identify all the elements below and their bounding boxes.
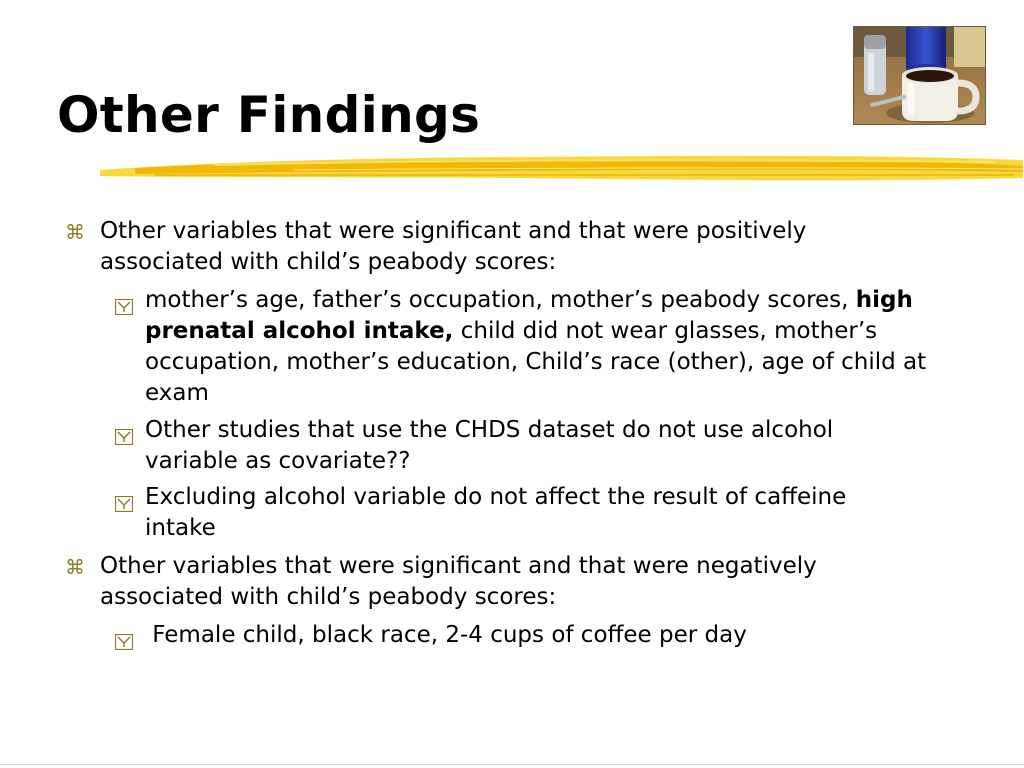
list-item: [145, 482, 915, 544]
checkbox-y-icon: [115, 490, 133, 506]
list-item: [65, 216, 890, 278]
checkbox-y-icon: [115, 293, 133, 309]
list-item-bold-text: high prenatal alcohol intake,: [145, 287, 913, 344]
command-key-icon: ⌘: [65, 220, 85, 244]
list-item: [145, 285, 935, 409]
list-item-text: Other studies that use the CHDS dataset do not use alcohol variable as covariate??: [145, 417, 834, 474]
command-key-icon: ⌘: [65, 555, 85, 579]
checkbox-y-icon: [115, 628, 133, 644]
list-item-text: child did not wear glasses, mother’s occupation, mother’s education, Child’s race (other), age of child at exam: [145, 318, 927, 406]
divider: [0, 764, 1024, 765]
list-item: [65, 551, 900, 613]
slide-title: Other Findings: [57, 86, 481, 144]
list-item-text: Other variables that were significant and that were positively associated with child’s peabody scores:: [100, 218, 807, 275]
list-item-text: Excluding alcohol variable do not affect the result of caffeine intake: [145, 484, 847, 541]
list-item-text: mother’s age, father’s occupation, mother’s peabody scores,: [145, 287, 856, 313]
list-item-text: Other variables that were significant and that were negatively associated with child’s peabody scores:: [100, 553, 817, 610]
checkbox-y-icon: [115, 423, 133, 439]
list-item-text: Female child, black race, 2-4 cups of coffee per day: [145, 622, 747, 648]
list-item: [145, 620, 915, 651]
list-item: [145, 415, 915, 477]
